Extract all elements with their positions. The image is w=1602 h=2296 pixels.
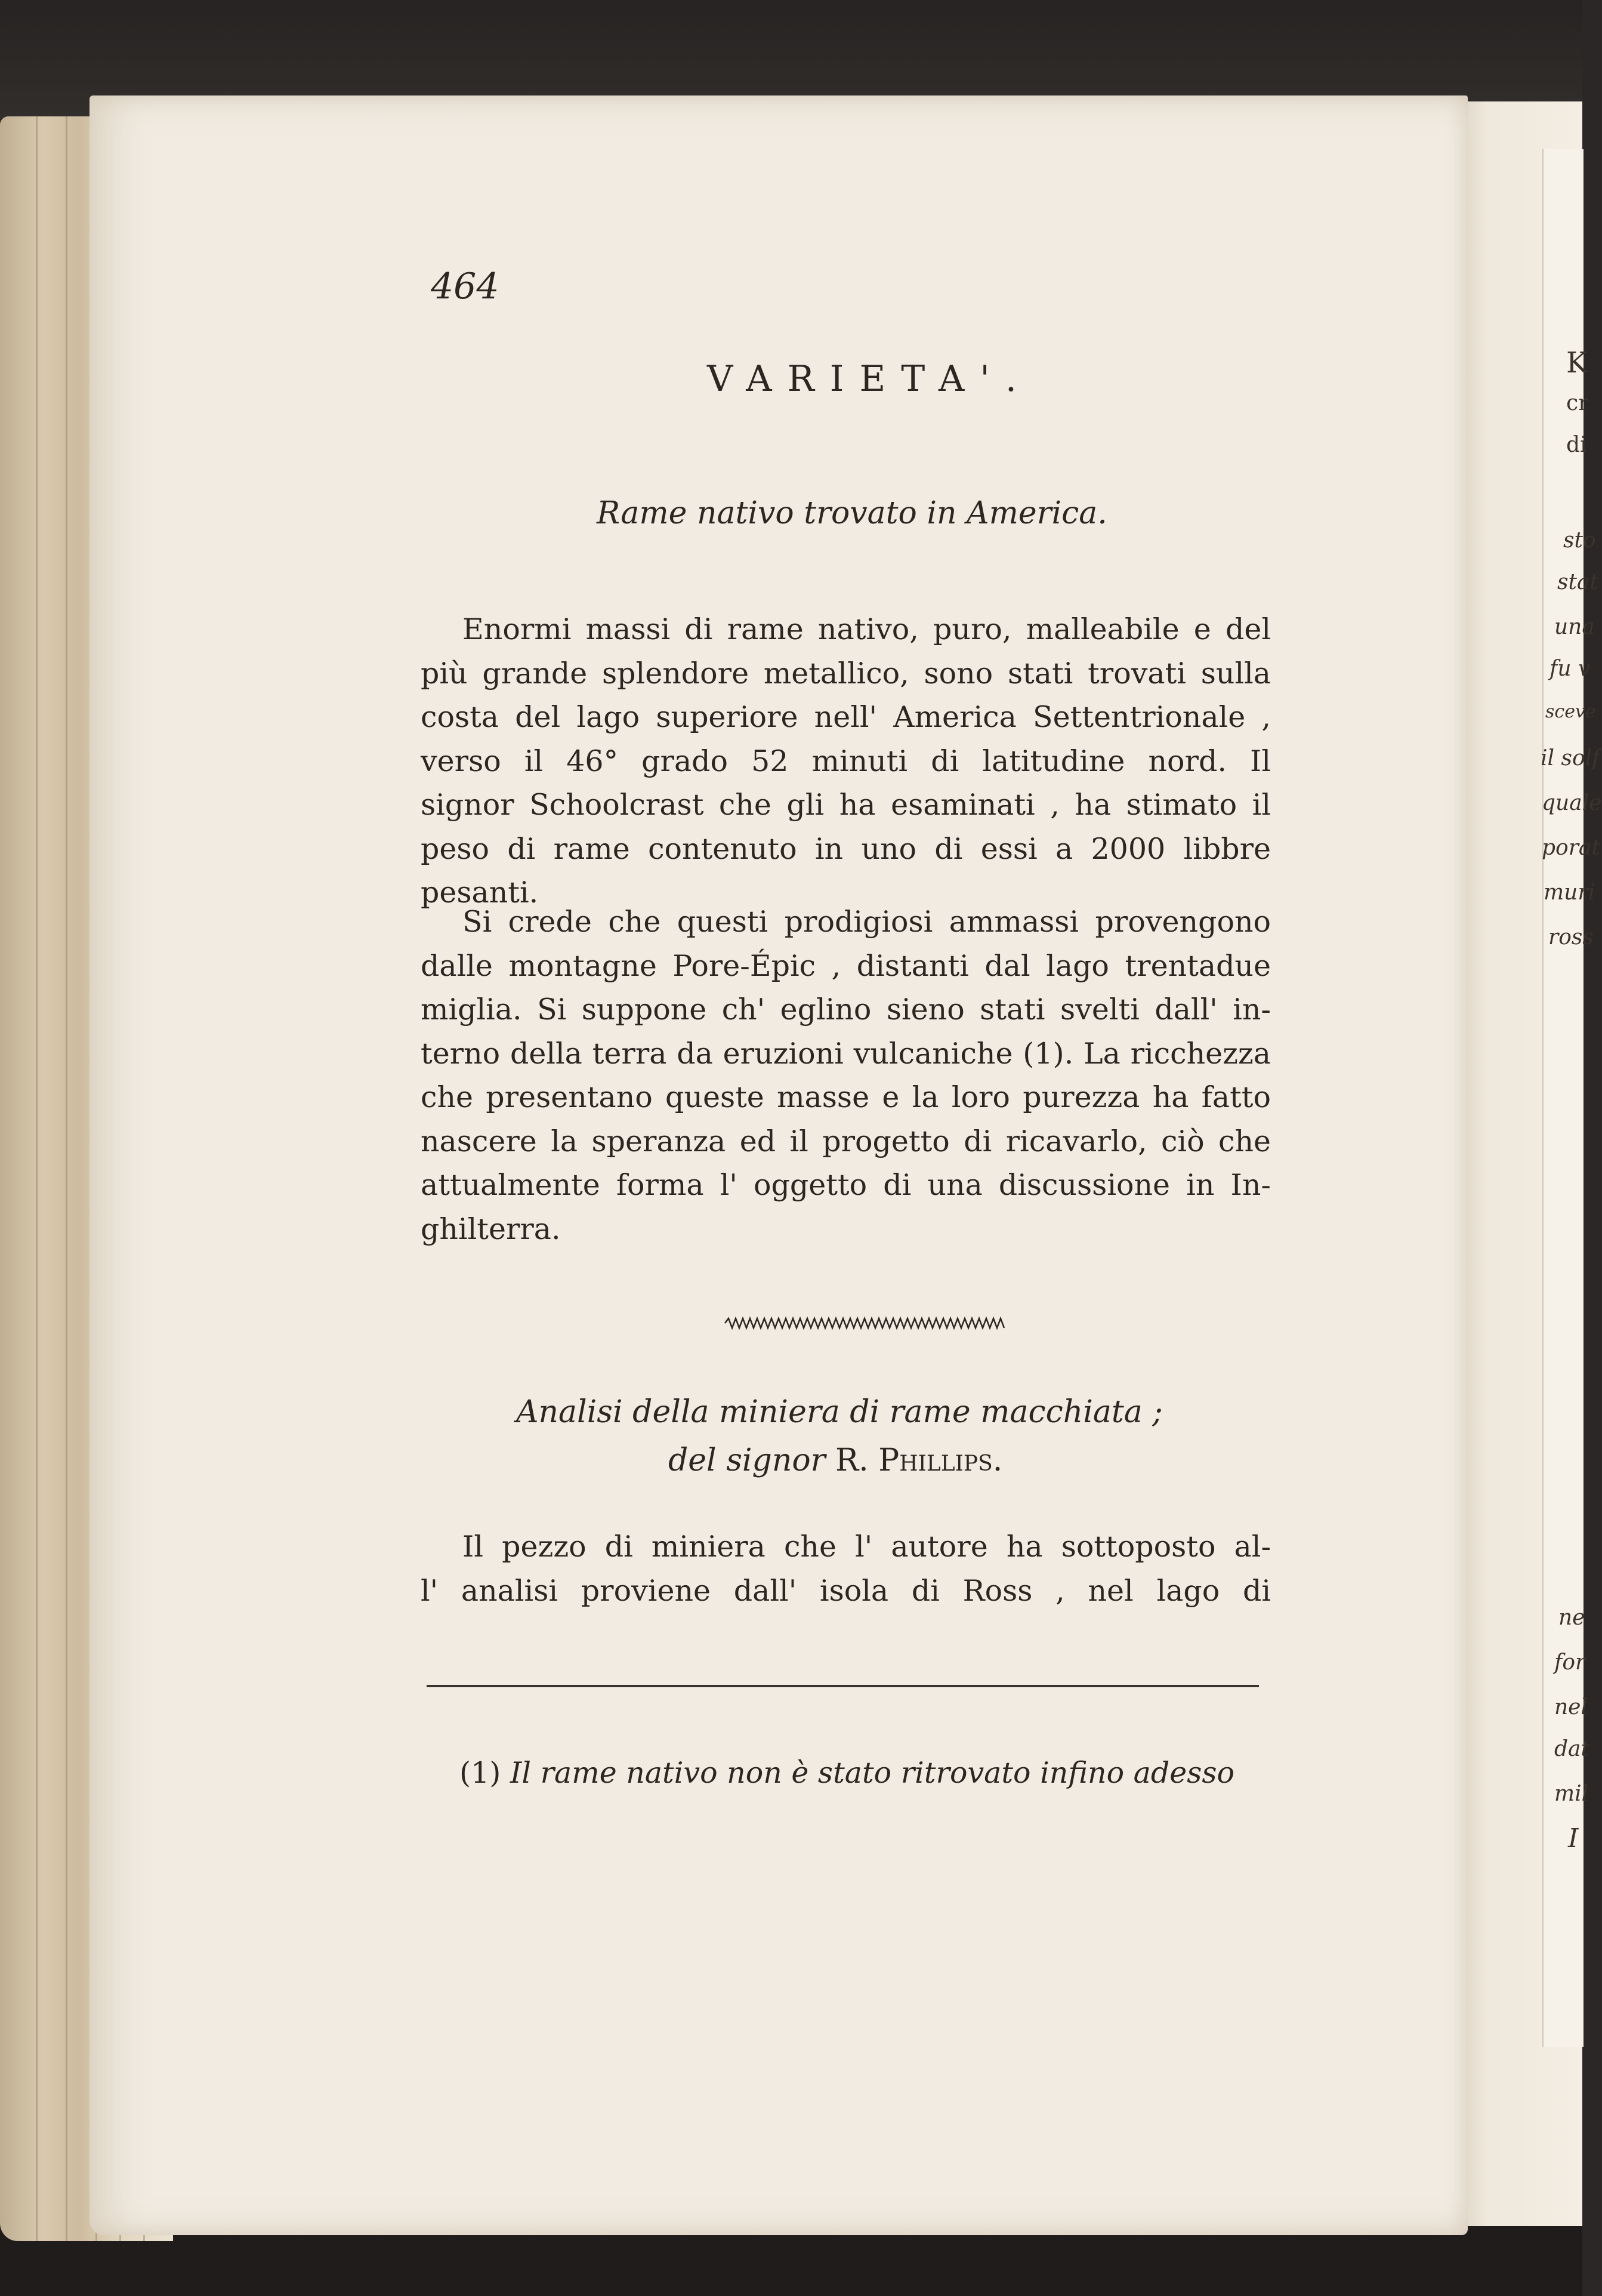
text-line: nascere la speranza ed il progetto di ricavarlo, ciò che xyxy=(421,1124,1271,1158)
right-page-fragment: sceve xyxy=(1545,701,1596,722)
article1-title: Rame nativo trovato in America. xyxy=(597,495,1107,531)
right-page-fragment: porat xyxy=(1542,836,1600,860)
right-page-fragment: stat xyxy=(1557,570,1598,594)
text-line: costa del lago superiore nell' America Settentrionale , xyxy=(421,700,1271,734)
text-line: verso il 46° grado 52 minuti di latitudine nord. Il xyxy=(421,744,1271,778)
right-page-fragment: mil xyxy=(1554,1782,1589,1806)
text-line: Si crede che questi prodigiosi ammassi provengono xyxy=(462,905,1271,939)
text-line: dalle montagne Pore-Épic , distanti dal lago trentadue xyxy=(421,948,1271,983)
page-number: 464 xyxy=(431,266,499,307)
right-page-fragment: I xyxy=(1568,1823,1579,1854)
text-line: l' analisi proviene dall' isola di Ross , nel lago di xyxy=(421,1573,1271,1608)
right-page-fragment: di xyxy=(1566,433,1587,457)
article2-title: Analisi della miniera di rame macchiata ; xyxy=(516,1394,1163,1430)
right-page-fragment: ne xyxy=(1558,1605,1585,1630)
right-page-fragment: quale xyxy=(1542,791,1602,815)
article2-author xyxy=(668,1443,1002,1478)
author-name: R. Phillips. xyxy=(835,1443,1003,1478)
right-page-fragment: dat xyxy=(1554,1737,1589,1761)
text-line: peso di rame contenuto in uno di essi a 2000 libbre xyxy=(421,831,1271,866)
right-page-fragment: il solf xyxy=(1541,746,1600,771)
footnote-mark: (1) xyxy=(459,1756,501,1790)
article1-paragraph1 xyxy=(421,608,1271,915)
section-title: VARIETA'. xyxy=(707,358,1032,400)
footnote-rule xyxy=(427,1685,1259,1687)
text-line: attualmente forma l' oggetto di una discussione in In- xyxy=(421,1168,1271,1202)
text-line: miglia. Si suppone ch' eglino sieno stati svelti dall' in- xyxy=(421,993,1271,1027)
right-page-fragment: for xyxy=(1554,1650,1586,1675)
text-line: pesanti. xyxy=(421,876,539,910)
right-page-fragment: muri xyxy=(1544,880,1595,905)
right-page-fragment: ross xyxy=(1548,925,1594,950)
text-line: Il pezzo di miniera che l' autore ha sottoposto al- xyxy=(462,1530,1271,1564)
right-page-fragment: nel xyxy=(1554,1695,1588,1719)
article1-paragraph2 xyxy=(421,900,1271,1251)
article2-paragraph1 xyxy=(421,1525,1271,1613)
text-line: ghilterra. xyxy=(421,1212,561,1246)
text-line: più grande splendore metallico, sono stati trovati sulla xyxy=(421,656,1271,691)
right-page-fragment: cr xyxy=(1566,391,1589,415)
footnote-text: Il rame nativo non è stato ritrovato infino adesso xyxy=(510,1756,1235,1790)
text-line: che presentano queste masse e la loro purezza ha fatto xyxy=(421,1080,1271,1114)
right-page-fragment: una xyxy=(1554,615,1595,639)
text-line: Enormi massi di rame nativo, puro, malleabile e del xyxy=(462,612,1271,646)
author-prefix: del signor xyxy=(668,1443,826,1478)
right-page-fragment: sto xyxy=(1563,528,1596,553)
footnote xyxy=(459,1756,1234,1790)
wavy-divider xyxy=(725,1316,973,1330)
right-page-fragment: fu v xyxy=(1549,657,1591,681)
right-page-fragment: K xyxy=(1566,346,1588,380)
text-line: signor Schoolcrast che gli ha esaminati , ha stimato il xyxy=(421,788,1271,822)
text-line: terno della terra da eruzioni vulcaniche (1). La ricchezza xyxy=(421,1036,1271,1071)
